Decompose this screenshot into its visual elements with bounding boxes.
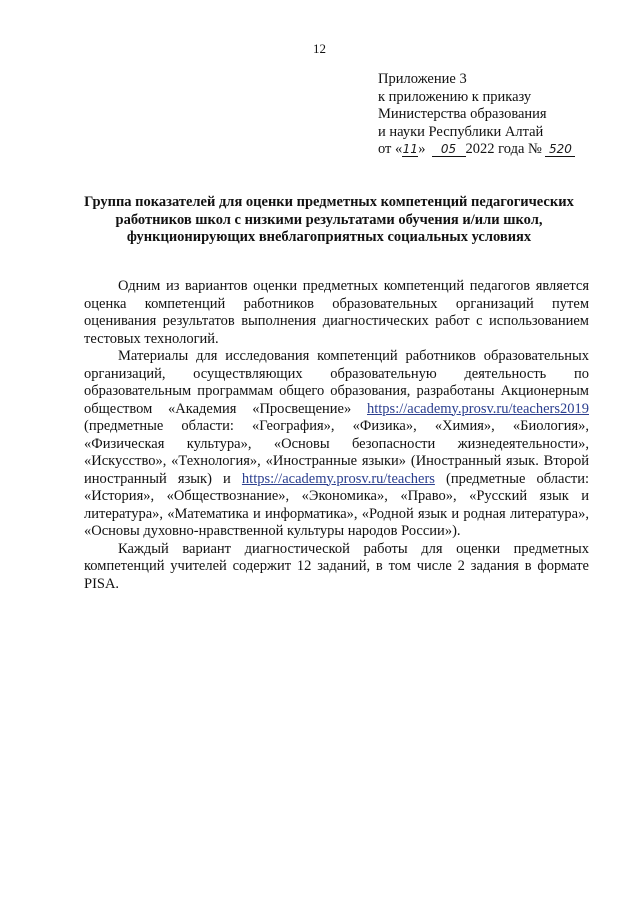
appendix-header — [378, 71, 618, 159]
paragraph-2-text-a: Материалы для исследования компетенций работников образовательных организаций, осуществляющих образовательную деятельность по образовательным программам общего образования, разработаны Акционерным обществом «Академия «Просвещение» — [84, 348, 589, 417]
paragraph-1: Одним из вариантов оценки предметных компетенций педагогов является оценка компетенций работников образовательных организаций путем оценивания результатов выполнения диагностических работ с использованием тестовых технологий. — [84, 278, 589, 347]
appendix-line-4: и науки Республики Алтай — [378, 123, 544, 140]
appendix-date-line — [378, 141, 618, 159]
paragraph-2 — [84, 348, 589, 541]
paragraph-2-text-c: (предметные области: «История», «Обществознание», «Экономика», «Право», «Русский язык и литература», «Математика и информатика», «Родной язык и родная литература», «Основы духовно-нравственной культуры народов России»). — [84, 470, 589, 539]
appendix-line-3: Министерства образования — [378, 106, 547, 122]
appendix-line-2: к приложению к приказу — [378, 88, 532, 105]
link-teachers[interactable]: https://academy.prosv.ru/teachers — [241, 470, 435, 487]
date-prefix: от « — [378, 141, 403, 157]
appendix-line-1: Приложение 3 — [378, 71, 467, 87]
document-title: Группа показателей для оценки предметных компетенций педагогических работников школ с низкими результатами обучения и/или школ, функционирующих внеблагоприятных социальных условиях — [84, 194, 574, 245]
paragraph-3: Каждый вариант диагностической работы для оценки предметных компетенций учителей содержит 12 заданий, в том числе 2 задания в формате PISA. — [84, 540, 589, 592]
handwritten-day: 11 — [402, 142, 418, 156]
handwritten-month: 05 — [432, 143, 466, 157]
date-close-quote: » — [418, 141, 426, 157]
paragraph-2-text-b: (предметные области: «География», «Физика», «Химия», «Биология», «Физическая культура», «Основы безопасности жизнедеятельности», «Искусство», «Технология», «Иностранные языки» (Иностранный язык. Второй иностранный язык) и — [84, 418, 589, 487]
date-year: 2022 года № — [465, 141, 542, 157]
page-number: 12 — [313, 41, 326, 56]
link-teachers2019[interactable]: https://academy.prosv.ru/teachers2019 — [367, 400, 589, 417]
document-body — [84, 278, 589, 593]
handwritten-order-number: 520 — [545, 143, 575, 157]
